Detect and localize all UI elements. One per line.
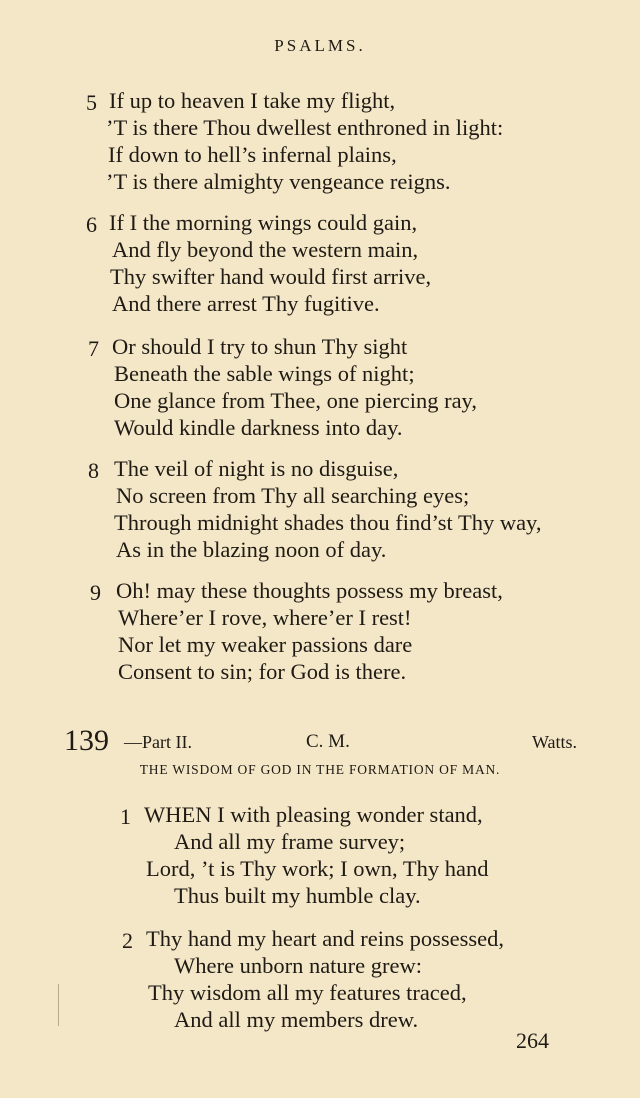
running-head: PSALMS. — [274, 36, 366, 55]
verse-line: The veil of night is no disguise, — [114, 456, 399, 481]
margin-mark — [58, 984, 59, 1026]
stanza-number: 8 — [88, 458, 99, 483]
verse-line: And there arrest Thy fugitive. — [112, 291, 380, 316]
hymn-meter: C. M. — [306, 731, 350, 752]
verse-line: Through midnight shades thou find’st Thy way, — [114, 510, 542, 535]
stanza-number: 5 — [86, 90, 97, 115]
page-number: 264 — [516, 1028, 549, 1053]
verse-line: Nor let my weaker passions dare — [118, 632, 413, 657]
verse-line: Thy swifter hand would first arrive, — [110, 264, 432, 289]
hymn-number: 139 — [64, 724, 109, 757]
hymn-heading — [0, 724, 640, 760]
stanza-number: 7 — [88, 336, 99, 361]
verse-line: And all my frame survey; — [174, 829, 406, 854]
verse-line: Or should I try to shun Thy sight — [112, 334, 408, 359]
verse-line: Thy wisdom all my features traced, — [148, 980, 467, 1005]
verse-line: Oh! may these thoughts possess my breast, — [116, 578, 503, 603]
hymn-subtitle: THE WISDOM OF GOD IN THE FORMATION OF MAN. — [139, 762, 501, 777]
hymn-part: —Part II. — [124, 732, 192, 752]
verse-line: If down to hell’s infernal plains, — [108, 142, 397, 167]
hymn-author: Watts. — [532, 732, 578, 752]
verse-line: Lord, ’t is Thy work; I own, Thy hand — [146, 856, 489, 881]
stanza-number: 9 — [90, 580, 101, 605]
verse-line: Thy hand my heart and reins possessed, — [146, 926, 505, 951]
verse-line: No screen from Thy all searching eyes; — [116, 483, 470, 508]
verse-line: Where unborn nature grew: — [174, 953, 423, 978]
verse-line: Thus built my humble clay. — [174, 883, 421, 908]
stanza-number: 1 — [120, 804, 131, 829]
verse-line: Would kindle darkness into day. — [114, 415, 403, 440]
verse-line: If up to heaven I take my flight, — [109, 88, 396, 113]
verse-line: Beneath the sable wings of night; — [114, 361, 415, 386]
verse-line: ’T is there almighty vengeance reigns. — [106, 169, 451, 194]
verse-line: And all my members drew. — [174, 1007, 419, 1032]
verse-line: And fly beyond the western main, — [112, 237, 419, 262]
verse-line: One glance from Thee, one piercing ray, — [114, 388, 477, 413]
verse-line: Consent to sin; for God is there. — [118, 659, 407, 684]
verse-line: WHEN I with pleasing wonder stand, — [144, 802, 483, 827]
verse-line: Where’er I rove, where’er I rest! — [118, 605, 412, 630]
stanza-number: 6 — [86, 212, 97, 237]
verse-line: If I the morning wings could gain, — [109, 210, 418, 235]
verse-line: As in the blazing noon of day. — [116, 537, 387, 562]
stanza-number: 2 — [122, 928, 133, 953]
verse-line: ’T is there Thou dwellest enthroned in light: — [106, 115, 504, 140]
